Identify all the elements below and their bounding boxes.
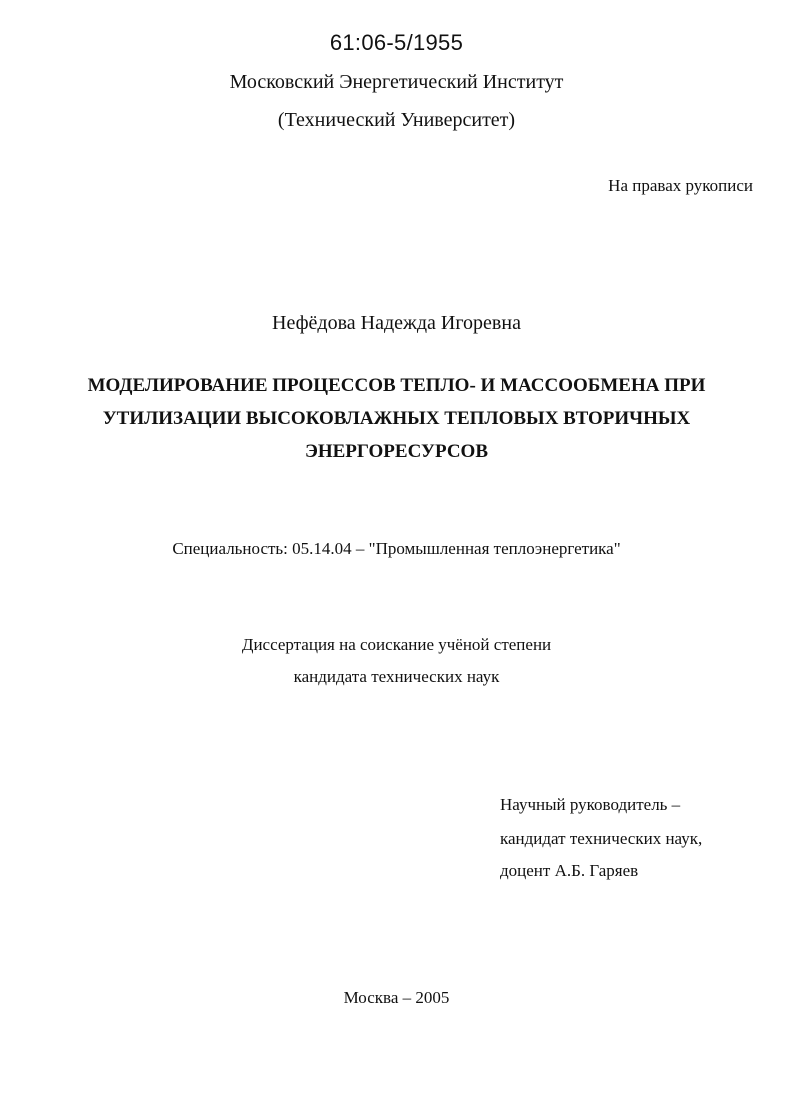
author-name: Нефёдова Надежда Игоревна bbox=[272, 312, 521, 334]
institution-subtitle: (Технический Университет) bbox=[277, 109, 516, 131]
manuscript-rights-note: На правах рукописи bbox=[608, 176, 753, 195]
thesis-title-line: ЭНЕРГОРЕСУРСОВ bbox=[304, 441, 489, 462]
archive-code: 61:06-5/1955 bbox=[329, 30, 464, 55]
degree-line: кандидата технических наук bbox=[293, 667, 500, 686]
supervisor-degree: кандидат технических наук, bbox=[500, 829, 703, 848]
thesis-title-line: МОДЕЛИРОВАНИЕ ПРОЦЕССОВ ТЕПЛО- И МАССООБМЕНА ПРИ bbox=[87, 375, 706, 396]
thesis-title-line: УТИЛИЗАЦИИ ВЫСОКОВЛАЖНЫХ ТЕПЛОВЫХ ВТОРИЧНЫХ bbox=[102, 408, 691, 429]
degree-line: Диссертация на соискание учёной степени bbox=[241, 635, 552, 654]
supervisor-name: доцент А.Б. Гаряев bbox=[500, 861, 639, 880]
place-and-year: Москва – 2005 bbox=[343, 988, 450, 1007]
supervisor-label: Научный руководитель – bbox=[500, 795, 681, 814]
specialty-line: Специальность: 05.14.04 – "Промышленная теплоэнергетика" bbox=[172, 539, 621, 558]
institution-name: Московский Энергетический Институт bbox=[229, 71, 564, 93]
